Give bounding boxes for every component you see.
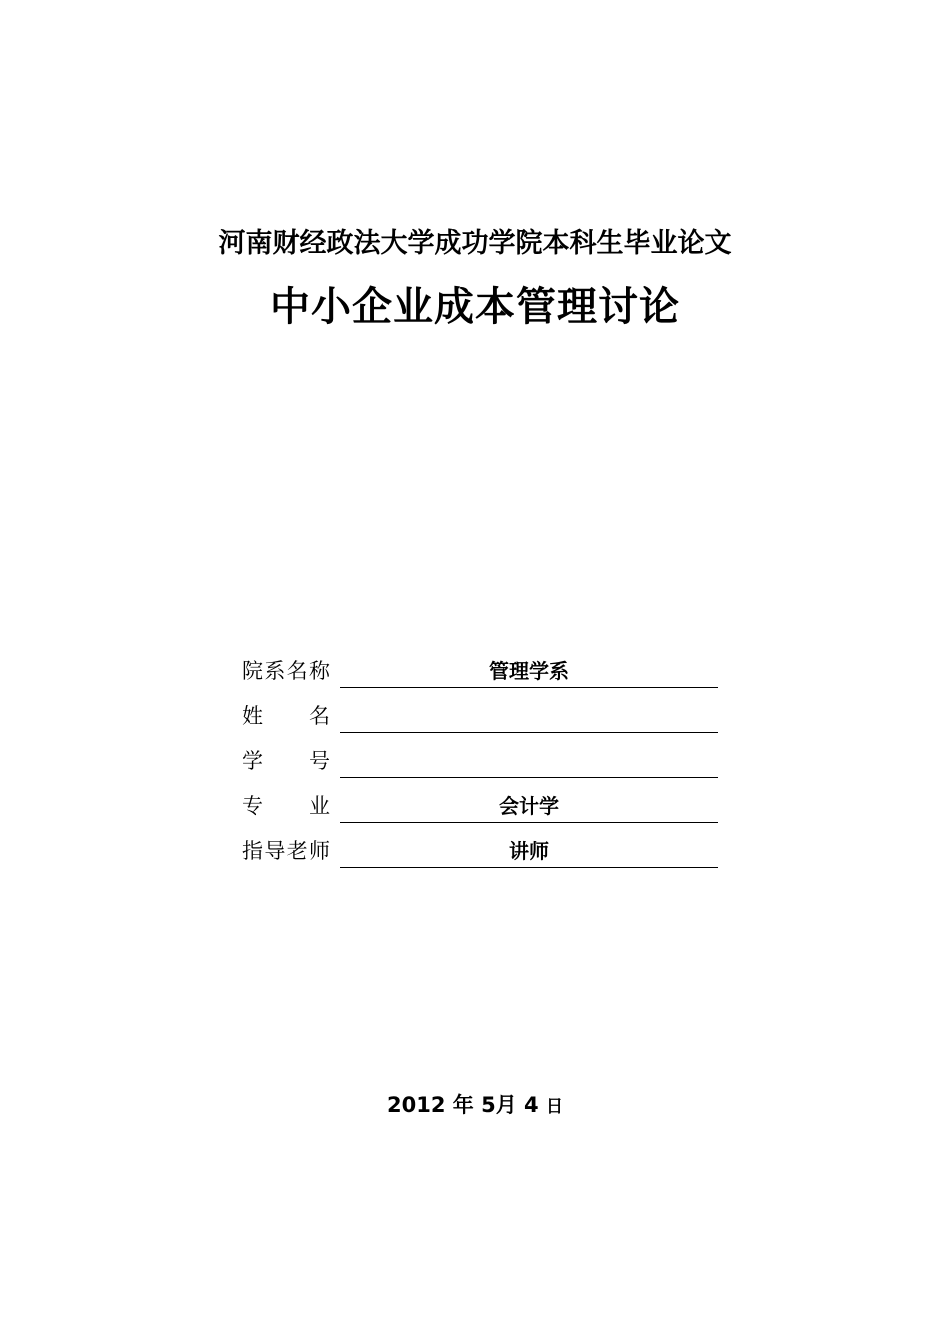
- thesis-title: 中小企业成本管理讨论: [270, 284, 680, 330]
- school-heading: 河南财经政法大学成功学院本科生毕业论文: [218, 228, 732, 259]
- advisor-field[interactable]: 讲师: [340, 836, 718, 868]
- name-row: [242, 697, 722, 742]
- info-form: [242, 652, 722, 877]
- date-day: 4: [524, 1093, 539, 1117]
- date-month: 5: [481, 1093, 496, 1117]
- major-field[interactable]: 会计学: [340, 791, 718, 823]
- date-year: 2012: [387, 1093, 446, 1117]
- name-label: 姓 名: [242, 704, 330, 728]
- name-field[interactable]: [340, 701, 718, 733]
- student-id-field[interactable]: [340, 746, 718, 778]
- department-label: 院 系 名 称: [242, 659, 330, 683]
- student-id-row: [242, 742, 722, 787]
- advisor-row: [242, 832, 722, 877]
- department-field[interactable]: 管理学系: [340, 656, 718, 688]
- date-day-char: 日: [545, 1097, 563, 1117]
- submission-date: [0, 1090, 950, 1122]
- major-label: 专 业: [242, 794, 330, 818]
- date-year-char: 年: [452, 1093, 474, 1117]
- student-id-label: 学 号: [242, 749, 330, 773]
- major-row: [242, 787, 722, 832]
- department-row: [242, 652, 722, 697]
- date-month-char: 月: [495, 1093, 517, 1117]
- advisor-label: 指 导 老 师: [242, 839, 330, 863]
